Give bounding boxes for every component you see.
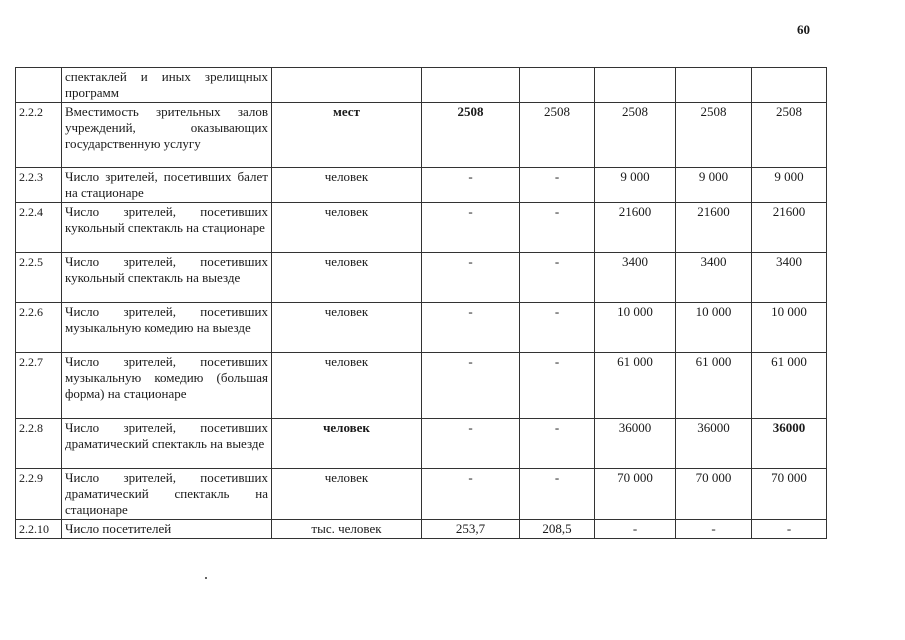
page-number: 60 <box>797 22 810 37</box>
indicator-name: Число зрителей, посетивших драматический спектакль на стационаре <box>62 469 272 520</box>
value-cell: 10 000 <box>595 303 676 353</box>
value-cell: - <box>520 168 595 203</box>
value-cell: - <box>422 168 520 203</box>
value-cell: 70 000 <box>595 469 676 520</box>
row-number: 2.2.2 <box>16 103 62 168</box>
value-cell: - <box>520 469 595 520</box>
value-cell: - <box>422 253 520 303</box>
value-cell: - <box>422 203 520 253</box>
indicators-table <box>15 67 827 539</box>
value-cell <box>520 68 595 103</box>
row-number: 2.2.3 <box>16 168 62 203</box>
indicator-name: Число зрителей, посетивших кукольный спектакль на выезде <box>62 253 272 303</box>
value-cell: 36000 <box>752 419 827 469</box>
value-cell: - <box>520 253 595 303</box>
table-row <box>16 203 827 253</box>
value-cell: - <box>520 353 595 419</box>
value-cell: 70 000 <box>676 469 752 520</box>
table-row <box>16 520 827 539</box>
value-cell: 10 000 <box>676 303 752 353</box>
value-cell: - <box>422 469 520 520</box>
value-cell: - <box>520 419 595 469</box>
indicator-name: Число зрителей, посетивших балет на стационаре <box>62 168 272 203</box>
value-cell: 61 000 <box>595 353 676 419</box>
indicator-name: Вместимость зрительных залов учреждений, оказывающих государственную услугу <box>62 103 272 168</box>
value-cell: - <box>422 419 520 469</box>
table-row <box>16 353 827 419</box>
row-number: 2.2.6 <box>16 303 62 353</box>
value-cell: 70 000 <box>752 469 827 520</box>
value-cell: - <box>520 303 595 353</box>
value-cell: - <box>520 203 595 253</box>
table-row <box>16 419 827 469</box>
indicator-name: Число зрителей, посетивших кукольный спектакль на стационаре <box>62 203 272 253</box>
value-cell: 61 000 <box>676 353 752 419</box>
table-row <box>16 253 827 303</box>
table-row <box>16 168 827 203</box>
row-number: 2.2.7 <box>16 353 62 419</box>
value-cell: 9 000 <box>676 168 752 203</box>
unit-cell: мест <box>272 103 422 168</box>
indicator-name: спектаклей и иных зрелищных программ <box>62 68 272 103</box>
value-cell: 61 000 <box>752 353 827 419</box>
value-cell <box>752 68 827 103</box>
value-cell: 2508 <box>520 103 595 168</box>
row-number: 2.2.4 <box>16 203 62 253</box>
value-cell: - <box>676 520 752 539</box>
value-cell <box>676 68 752 103</box>
value-cell <box>422 68 520 103</box>
table-row <box>16 303 827 353</box>
value-cell: 21600 <box>595 203 676 253</box>
value-cell: 10 000 <box>752 303 827 353</box>
unit-cell: человек <box>272 203 422 253</box>
indicator-name: Число зрителей, посетивших драматический спектакль на выезде <box>62 419 272 469</box>
value-cell: 2508 <box>422 103 520 168</box>
value-cell: 208,5 <box>520 520 595 539</box>
value-cell: 36000 <box>595 419 676 469</box>
unit-cell: человек <box>272 253 422 303</box>
scan-dot <box>205 577 207 579</box>
indicator-name: Число зрителей, посетивших музыкальную комедию на выезде <box>62 303 272 353</box>
unit-cell: человек <box>272 303 422 353</box>
value-cell: 2508 <box>595 103 676 168</box>
unit-cell: человек <box>272 419 422 469</box>
value-cell: 9 000 <box>752 168 827 203</box>
row-number: 2.2.8 <box>16 419 62 469</box>
value-cell: 21600 <box>752 203 827 253</box>
value-cell: 3400 <box>676 253 752 303</box>
unit-cell: человек <box>272 168 422 203</box>
value-cell: - <box>422 303 520 353</box>
value-cell: 21600 <box>676 203 752 253</box>
table-row <box>16 68 827 103</box>
value-cell: 36000 <box>676 419 752 469</box>
value-cell: 2508 <box>752 103 827 168</box>
row-number: 2.2.10 <box>16 520 62 539</box>
unit-cell: человек <box>272 469 422 520</box>
value-cell: 2508 <box>676 103 752 168</box>
unit-cell <box>272 68 422 103</box>
table-row <box>16 469 827 520</box>
unit-cell: человек <box>272 353 422 419</box>
value-cell: 3400 <box>595 253 676 303</box>
row-number: 2.2.5 <box>16 253 62 303</box>
value-cell: - <box>752 520 827 539</box>
value-cell: 3400 <box>752 253 827 303</box>
unit-cell: тыс. человек <box>272 520 422 539</box>
row-number: 2.2.9 <box>16 469 62 520</box>
value-cell: - <box>422 353 520 419</box>
value-cell <box>595 68 676 103</box>
indicator-name: Число зрителей, посетивших музыкальную комедию (большая форма) на стационаре <box>62 353 272 419</box>
row-number <box>16 68 62 103</box>
table-row <box>16 103 827 168</box>
value-cell: - <box>595 520 676 539</box>
value-cell: 9 000 <box>595 168 676 203</box>
value-cell: 253,7 <box>422 520 520 539</box>
indicator-name: Число посетителей <box>62 520 272 539</box>
